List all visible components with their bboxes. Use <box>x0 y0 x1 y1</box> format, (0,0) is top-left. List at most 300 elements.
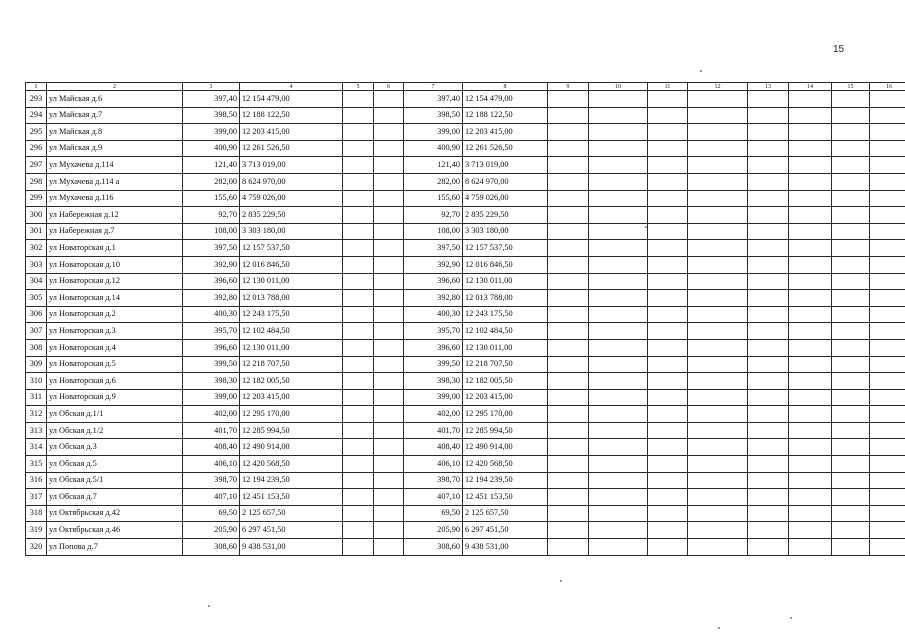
row-number-cell: 301 <box>26 223 47 240</box>
empty-cell <box>374 207 404 224</box>
empty-cell <box>548 173 589 190</box>
column-number-cell: 11 <box>648 83 688 91</box>
area-total-cell: 401,70 <box>404 422 463 439</box>
empty-cell <box>748 290 789 307</box>
cost-cell: 4 759 026,00 <box>240 190 343 207</box>
empty-cell <box>589 339 648 356</box>
empty-cell <box>374 91 404 108</box>
column-number-cell: 5 <box>343 83 374 91</box>
empty-cell <box>688 389 748 406</box>
row-number-cell: 303 <box>26 256 47 273</box>
cost-total-cell: 3 303 180,00 <box>463 223 548 240</box>
empty-cell <box>688 373 748 390</box>
empty-cell <box>870 472 905 489</box>
empty-cell <box>548 91 589 108</box>
cost-cell: 12 130 011,00 <box>240 273 343 290</box>
empty-cell <box>648 273 688 290</box>
empty-cell <box>870 373 905 390</box>
empty-cell <box>548 124 589 141</box>
empty-cell <box>748 273 789 290</box>
empty-cell <box>589 489 648 506</box>
empty-cell <box>343 306 374 323</box>
table-row <box>26 539 905 556</box>
empty-cell <box>748 439 789 456</box>
empty-cell <box>343 173 374 190</box>
area-cell: 108,00 <box>183 223 240 240</box>
empty-cell <box>343 124 374 141</box>
empty-cell <box>688 489 748 506</box>
empty-cell <box>870 240 905 257</box>
table-row <box>26 91 905 108</box>
empty-cell <box>648 422 688 439</box>
empty-cell <box>374 290 404 307</box>
empty-cell <box>548 439 589 456</box>
area-total-cell: 395,70 <box>404 323 463 340</box>
empty-cell <box>870 522 905 539</box>
cost-cell: 12 420 568,50 <box>240 456 343 473</box>
cost-total-cell: 12 203 415,00 <box>463 389 548 406</box>
table-row <box>26 290 905 307</box>
empty-cell <box>343 190 374 207</box>
area-cell: 399,00 <box>183 389 240 406</box>
cost-cell: 12 295 170,00 <box>240 406 343 423</box>
address-cell: ул Мухачева д.116 <box>47 190 183 207</box>
area-total-cell: 399,00 <box>404 124 463 141</box>
empty-cell <box>343 273 374 290</box>
empty-cell <box>589 422 648 439</box>
empty-cell <box>688 140 748 157</box>
empty-cell <box>589 323 648 340</box>
address-cell: ул Новаторская д.2 <box>47 306 183 323</box>
cost-total-cell: 6 297 451,50 <box>463 522 548 539</box>
empty-cell <box>748 389 789 406</box>
table-row <box>26 323 905 340</box>
empty-cell <box>648 389 688 406</box>
empty-cell <box>688 223 748 240</box>
row-number-cell: 302 <box>26 240 47 257</box>
empty-cell <box>832 91 870 108</box>
empty-cell <box>832 306 870 323</box>
area-total-cell: 400,30 <box>404 306 463 323</box>
cost-total-cell: 12 490 914,00 <box>463 439 548 456</box>
empty-cell <box>343 373 374 390</box>
empty-cell <box>832 373 870 390</box>
empty-cell <box>748 107 789 124</box>
empty-cell <box>374 422 404 439</box>
empty-cell <box>648 124 688 141</box>
empty-cell <box>688 306 748 323</box>
row-number-cell: 314 <box>26 439 47 456</box>
empty-cell <box>589 406 648 423</box>
area-total-cell: 406,10 <box>404 456 463 473</box>
empty-cell <box>589 256 648 273</box>
empty-cell <box>789 256 832 273</box>
empty-cell <box>548 406 589 423</box>
area-cell: 398,30 <box>183 373 240 390</box>
empty-cell <box>548 306 589 323</box>
empty-cell <box>870 207 905 224</box>
area-total-cell: 92,70 <box>404 207 463 224</box>
empty-cell <box>548 489 589 506</box>
scan-speck <box>790 617 792 619</box>
empty-cell <box>832 240 870 257</box>
area-cell: 282,00 <box>183 173 240 190</box>
empty-cell <box>832 339 870 356</box>
column-number-cell: 3 <box>183 83 240 91</box>
row-number-cell: 311 <box>26 389 47 406</box>
area-cell: 397,40 <box>183 91 240 108</box>
empty-cell <box>648 522 688 539</box>
cost-total-cell: 12 182 005,50 <box>463 373 548 390</box>
empty-cell <box>374 273 404 290</box>
empty-cell <box>548 422 589 439</box>
cost-cell: 12 188 122,50 <box>240 107 343 124</box>
empty-cell <box>688 157 748 174</box>
empty-cell <box>789 173 832 190</box>
address-cell: ул Мухачева д.114 а <box>47 173 183 190</box>
address-cell: ул Майская д.9 <box>47 140 183 157</box>
empty-cell <box>748 505 789 522</box>
empty-cell <box>832 157 870 174</box>
empty-cell <box>832 190 870 207</box>
empty-cell <box>789 539 832 556</box>
area-cell: 398,70 <box>183 472 240 489</box>
empty-cell <box>832 207 870 224</box>
area-total-cell: 408,40 <box>404 439 463 456</box>
empty-cell <box>343 323 374 340</box>
table-row <box>26 107 905 124</box>
empty-cell <box>343 422 374 439</box>
column-number-cell: 10 <box>589 83 648 91</box>
empty-cell <box>832 406 870 423</box>
address-cell: ул Набережная д.7 <box>47 223 183 240</box>
address-cell: ул Майская д.7 <box>47 107 183 124</box>
scan-speck <box>560 580 562 582</box>
empty-cell <box>548 456 589 473</box>
empty-cell <box>374 240 404 257</box>
empty-cell <box>589 522 648 539</box>
empty-cell <box>648 157 688 174</box>
empty-cell <box>748 472 789 489</box>
table-row <box>26 356 905 373</box>
empty-cell <box>374 373 404 390</box>
empty-cell <box>343 91 374 108</box>
empty-cell <box>343 472 374 489</box>
empty-cell <box>548 522 589 539</box>
area-cell: 399,50 <box>183 356 240 373</box>
table-row <box>26 190 905 207</box>
row-number-cell: 315 <box>26 456 47 473</box>
empty-cell <box>343 339 374 356</box>
empty-cell <box>688 273 748 290</box>
empty-cell <box>548 472 589 489</box>
empty-cell <box>688 406 748 423</box>
empty-cell <box>343 456 374 473</box>
empty-cell <box>748 240 789 257</box>
empty-cell <box>748 306 789 323</box>
empty-cell <box>748 124 789 141</box>
empty-cell <box>832 356 870 373</box>
row-number-cell: 310 <box>26 373 47 390</box>
housing-register-table <box>25 82 905 556</box>
empty-cell <box>832 539 870 556</box>
address-cell: ул Новаторская д.5 <box>47 356 183 373</box>
empty-cell <box>648 439 688 456</box>
table-row <box>26 522 905 539</box>
area-cell: 155,60 <box>183 190 240 207</box>
empty-cell <box>648 290 688 307</box>
table-row <box>26 489 905 506</box>
area-cell: 407,10 <box>183 489 240 506</box>
empty-cell <box>648 489 688 506</box>
empty-cell <box>548 223 589 240</box>
area-cell: 408,40 <box>183 439 240 456</box>
area-total-cell: 282,00 <box>404 173 463 190</box>
table-row <box>26 439 905 456</box>
empty-cell <box>548 389 589 406</box>
cost-cell: 3 303 180,00 <box>240 223 343 240</box>
cost-total-cell: 12 130 011,00 <box>463 339 548 356</box>
empty-cell <box>589 173 648 190</box>
empty-cell <box>343 539 374 556</box>
cost-cell: 12 154 479,00 <box>240 91 343 108</box>
row-number-cell: 296 <box>26 140 47 157</box>
cost-cell: 12 203 415,00 <box>240 124 343 141</box>
empty-cell <box>374 522 404 539</box>
row-number-cell: 294 <box>26 107 47 124</box>
empty-cell <box>789 339 832 356</box>
empty-cell <box>374 124 404 141</box>
column-number-cell: 4 <box>240 83 343 91</box>
area-cell: 396,60 <box>183 273 240 290</box>
empty-cell <box>832 389 870 406</box>
table-row <box>26 240 905 257</box>
empty-cell <box>870 539 905 556</box>
empty-cell <box>789 157 832 174</box>
empty-cell <box>832 323 870 340</box>
empty-cell <box>648 456 688 473</box>
empty-cell <box>748 140 789 157</box>
cost-total-cell: 12 203 415,00 <box>463 124 548 141</box>
table-row <box>26 406 905 423</box>
address-cell: ул Новаторская д.3 <box>47 323 183 340</box>
empty-cell <box>832 290 870 307</box>
empty-cell <box>548 539 589 556</box>
column-number-cell: 9 <box>548 83 589 91</box>
area-cell: 205,90 <box>183 522 240 539</box>
row-number-cell: 298 <box>26 173 47 190</box>
empty-cell <box>648 539 688 556</box>
empty-cell <box>789 207 832 224</box>
empty-cell <box>748 223 789 240</box>
empty-cell <box>789 91 832 108</box>
row-number-cell: 320 <box>26 539 47 556</box>
row-number-cell: 313 <box>26 422 47 439</box>
empty-cell <box>374 456 404 473</box>
address-cell: ул Новаторская д.10 <box>47 256 183 273</box>
area-total-cell: 155,60 <box>404 190 463 207</box>
empty-cell <box>688 505 748 522</box>
cost-total-cell: 12 013 788,00 <box>463 290 548 307</box>
empty-cell <box>589 356 648 373</box>
empty-cell <box>374 472 404 489</box>
empty-cell <box>870 406 905 423</box>
empty-cell <box>870 323 905 340</box>
empty-cell <box>648 173 688 190</box>
empty-cell <box>688 173 748 190</box>
cost-total-cell: 12 157 537,50 <box>463 240 548 257</box>
empty-cell <box>374 256 404 273</box>
empty-cell <box>589 207 648 224</box>
empty-cell <box>589 140 648 157</box>
empty-cell <box>832 223 870 240</box>
empty-cell <box>789 306 832 323</box>
empty-cell <box>870 190 905 207</box>
empty-cell <box>870 505 905 522</box>
empty-cell <box>343 439 374 456</box>
area-total-cell: 397,40 <box>404 91 463 108</box>
area-cell: 401,70 <box>183 422 240 439</box>
area-total-cell: 400,90 <box>404 140 463 157</box>
empty-cell <box>548 107 589 124</box>
area-cell: 392,80 <box>183 290 240 307</box>
empty-cell <box>748 422 789 439</box>
empty-cell <box>870 140 905 157</box>
area-cell: 402,00 <box>183 406 240 423</box>
empty-cell <box>870 124 905 141</box>
empty-cell <box>548 373 589 390</box>
empty-cell <box>589 124 648 141</box>
cost-cell: 2 125 657,50 <box>240 505 343 522</box>
area-cell: 406,10 <box>183 456 240 473</box>
column-number-cell: 16 <box>870 83 905 91</box>
empty-cell <box>648 140 688 157</box>
empty-cell <box>589 389 648 406</box>
row-number-cell: 300 <box>26 207 47 224</box>
area-total-cell: 308,60 <box>404 539 463 556</box>
empty-cell <box>374 173 404 190</box>
cost-total-cell: 12 016 846,50 <box>463 256 548 273</box>
row-number-cell: 293 <box>26 91 47 108</box>
row-number-cell: 304 <box>26 273 47 290</box>
empty-cell <box>870 306 905 323</box>
row-number-cell: 307 <box>26 323 47 340</box>
empty-cell <box>374 140 404 157</box>
empty-cell <box>832 456 870 473</box>
address-cell: ул Новаторская д.14 <box>47 290 183 307</box>
cost-cell: 6 297 451,50 <box>240 522 343 539</box>
cost-cell: 2 835 229,50 <box>240 207 343 224</box>
cost-total-cell: 4 759 026,00 <box>463 190 548 207</box>
row-number-cell: 308 <box>26 339 47 356</box>
column-number-cell: 1 <box>26 83 47 91</box>
empty-cell <box>789 489 832 506</box>
empty-cell <box>688 190 748 207</box>
empty-cell <box>648 339 688 356</box>
empty-cell <box>748 207 789 224</box>
address-cell: ул Новаторская д.9 <box>47 389 183 406</box>
empty-cell <box>748 373 789 390</box>
area-cell: 92,70 <box>183 207 240 224</box>
table-row <box>26 389 905 406</box>
table-row <box>26 157 905 174</box>
empty-cell <box>789 140 832 157</box>
area-cell: 397,50 <box>183 240 240 257</box>
empty-cell <box>870 422 905 439</box>
row-number-cell: 305 <box>26 290 47 307</box>
cost-total-cell: 12 130 011,00 <box>463 273 548 290</box>
empty-cell <box>870 339 905 356</box>
empty-cell <box>589 472 648 489</box>
scan-speck <box>645 226 647 228</box>
empty-cell <box>548 207 589 224</box>
empty-cell <box>870 439 905 456</box>
empty-cell <box>343 157 374 174</box>
empty-cell <box>343 522 374 539</box>
empty-cell <box>870 223 905 240</box>
empty-cell <box>374 323 404 340</box>
empty-cell <box>343 223 374 240</box>
empty-cell <box>343 107 374 124</box>
area-total-cell: 108,00 <box>404 223 463 240</box>
empty-cell <box>688 256 748 273</box>
row-number-cell: 297 <box>26 157 47 174</box>
cost-total-cell: 3 713 019,00 <box>463 157 548 174</box>
empty-cell <box>589 240 648 257</box>
empty-cell <box>748 356 789 373</box>
row-number-cell: 309 <box>26 356 47 373</box>
address-cell: ул Мухачева д.114 <box>47 157 183 174</box>
column-number-cell: 6 <box>374 83 404 91</box>
column-number-cell: 7 <box>404 83 463 91</box>
empty-cell <box>789 323 832 340</box>
column-number-cell: 2 <box>47 83 183 91</box>
empty-cell <box>589 539 648 556</box>
empty-cell <box>548 240 589 257</box>
empty-cell <box>648 406 688 423</box>
cost-cell: 12 102 484,50 <box>240 323 343 340</box>
scan-speck <box>208 605 210 607</box>
empty-cell <box>648 356 688 373</box>
table-row <box>26 273 905 290</box>
empty-cell <box>789 505 832 522</box>
cost-total-cell: 12 154 479,00 <box>463 91 548 108</box>
empty-cell <box>589 91 648 108</box>
empty-cell <box>832 422 870 439</box>
area-cell: 398,50 <box>183 107 240 124</box>
cost-cell: 12 218 707,50 <box>240 356 343 373</box>
empty-cell <box>688 339 748 356</box>
empty-cell <box>789 356 832 373</box>
empty-cell <box>374 406 404 423</box>
table-row <box>26 422 905 439</box>
empty-cell <box>589 273 648 290</box>
empty-cell <box>374 190 404 207</box>
empty-cell <box>748 539 789 556</box>
empty-cell <box>748 91 789 108</box>
empty-cell <box>789 456 832 473</box>
empty-cell <box>688 539 748 556</box>
empty-cell <box>832 124 870 141</box>
row-number-cell: 316 <box>26 472 47 489</box>
empty-cell <box>789 373 832 390</box>
table-row <box>26 223 905 240</box>
empty-cell <box>688 422 748 439</box>
area-total-cell: 396,60 <box>404 339 463 356</box>
empty-cell <box>688 107 748 124</box>
empty-cell <box>748 522 789 539</box>
area-cell: 399,00 <box>183 124 240 141</box>
